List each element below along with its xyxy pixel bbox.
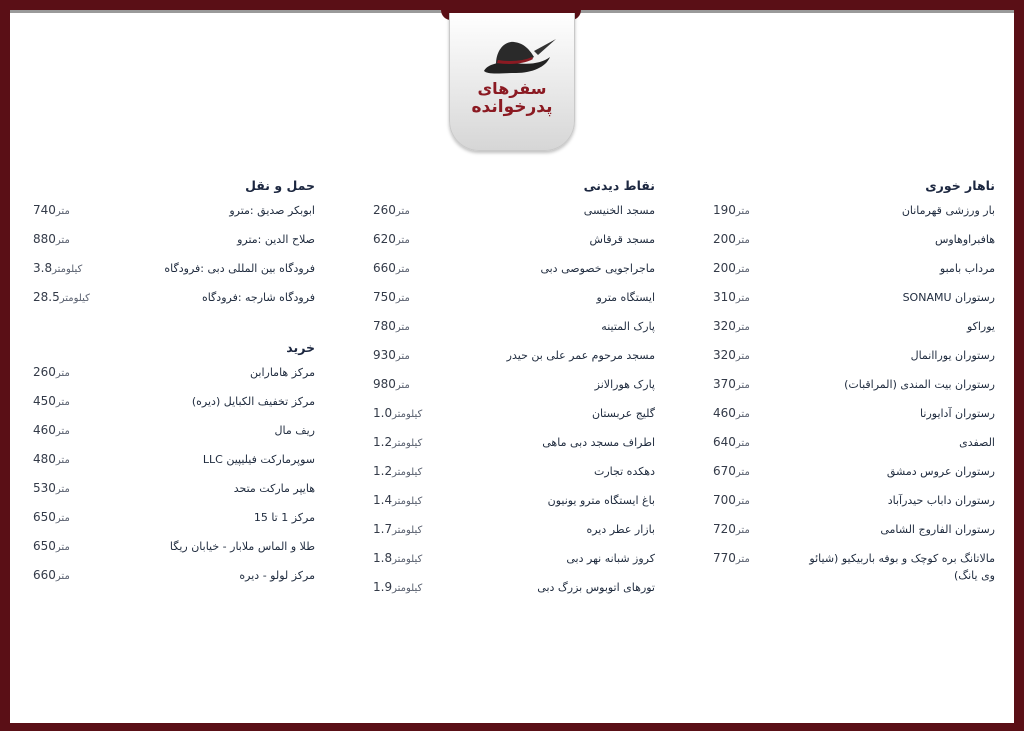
distance: 660: [33, 568, 56, 582]
distance: 1.9: [373, 580, 393, 594]
section-title: حمل و نقل: [245, 178, 315, 193]
distance: 320: [713, 348, 736, 362]
list-item: [29, 283, 315, 312]
place-name: مسجد مرحوم عمر علی بن حیدر: [506, 349, 655, 362]
distance: 640: [713, 435, 736, 449]
unit: متر: [735, 293, 750, 304]
list-item: [709, 457, 995, 486]
distance: 650: [33, 539, 56, 553]
transport-section: [29, 172, 315, 590]
place-name: فرودگاه بین المللی دبی :فرودگاه: [164, 262, 315, 275]
place-name: مرکز هامارابن: [250, 366, 315, 379]
section-title: نقاط دیدنی: [583, 178, 655, 193]
place-name: کروز شبانه نهر دبی: [566, 552, 655, 565]
list-item: [29, 474, 315, 503]
place-name: دهکده تجارت: [594, 465, 655, 478]
unit: کیلومتر: [52, 264, 83, 275]
section-title: ناهار خوری: [925, 178, 995, 193]
unit: کیلومتر: [59, 293, 90, 304]
list-item: [369, 399, 655, 428]
unit: متر: [395, 293, 410, 304]
place-name: هایپر مارکت متحد: [233, 482, 315, 495]
distance: 1.4: [373, 493, 393, 507]
list-item: [709, 370, 995, 399]
list-item: [29, 416, 315, 445]
list-item: [29, 225, 315, 254]
distance: 460: [713, 406, 736, 420]
logo: [449, 13, 575, 151]
distance: 1.2: [373, 464, 393, 478]
distance: 260: [373, 203, 396, 217]
place-name: رستوران آدایورنا: [920, 407, 995, 420]
distance: 1.7: [373, 522, 393, 536]
distance: 700: [713, 493, 736, 507]
list-item: [709, 254, 995, 283]
unit: متر: [55, 455, 70, 466]
place-name: رستوران عروس دمشق: [886, 465, 995, 478]
distance: 930: [373, 348, 396, 362]
distance: 980: [373, 377, 396, 391]
place-name: رستوران یوراانمال: [910, 349, 995, 362]
distance: 1.8: [373, 551, 393, 565]
list-item: [369, 370, 655, 399]
distance: 320: [713, 319, 736, 333]
unit: متر: [735, 409, 750, 420]
list-item: [29, 561, 315, 590]
unit: متر: [735, 322, 750, 333]
section-gap: [29, 312, 315, 334]
place-name: رستوران داباب حیدرآباد: [887, 494, 995, 507]
list-item: [709, 225, 995, 254]
list-item: [29, 445, 315, 474]
distance: 750: [373, 290, 396, 304]
unit: متر: [55, 426, 70, 437]
distance: 480: [33, 452, 56, 466]
unit: متر: [55, 542, 70, 553]
place-name: الصفدی: [959, 436, 995, 449]
distance: 1.2: [373, 435, 393, 449]
list-item: [709, 341, 995, 370]
unit: متر: [55, 484, 70, 495]
hat-icon: [474, 33, 558, 83]
place-name: یوراکو: [966, 320, 995, 333]
list-item: [369, 196, 655, 225]
place-name: طلا و الماس ملابار - خیابان ریگا: [169, 540, 315, 553]
list-item: [369, 312, 655, 341]
list-item: [29, 358, 315, 387]
distance: 770: [713, 551, 736, 565]
distance: 620: [373, 232, 396, 246]
unit: متر: [55, 513, 70, 524]
unit: متر: [735, 438, 750, 449]
distance: 260: [33, 365, 56, 379]
distance: 370: [713, 377, 736, 391]
distance: 190: [713, 203, 736, 217]
place-name: فرودگاه شارجه :فرودگاه: [201, 291, 315, 304]
place-name: مسجد قرقاش: [589, 233, 655, 246]
unit: متر: [735, 206, 750, 217]
list-item: [29, 503, 315, 532]
unit: متر: [55, 368, 70, 379]
place-name: باغ ایستگاه مترو یونیون: [547, 494, 655, 507]
place-name: رستوران الفاروج الشامی: [880, 523, 995, 536]
list-item: [369, 486, 655, 515]
unit: متر: [735, 351, 750, 362]
unit: کیلومتر: [392, 525, 423, 536]
distance: 1.0: [373, 406, 393, 420]
unit: متر: [395, 264, 410, 275]
distance: 310: [713, 290, 736, 304]
place-name: مسجد الخنیسی: [583, 204, 655, 217]
distance: 530: [33, 481, 56, 495]
list-item: [709, 544, 995, 586]
section-title: خرید: [286, 340, 315, 355]
distance: 200: [713, 261, 736, 275]
distance: 880: [33, 232, 56, 246]
place-name: سوپرمارکت فیلیپین LLC: [202, 453, 315, 466]
place-name: بازار عطر دیره: [586, 523, 655, 536]
list-item: [369, 428, 655, 457]
list-item: [709, 399, 995, 428]
place-name: بار ورزشی قهرمانان: [901, 204, 995, 217]
list-item: [709, 283, 995, 312]
distance: 740: [33, 203, 56, 217]
logo-line-1: سفرهای: [477, 79, 547, 98]
place-name: رستوران SONAMU: [902, 291, 995, 304]
list-item: [369, 225, 655, 254]
place-name: ریف مال: [274, 424, 315, 437]
place-name: گلیج عربستان: [591, 407, 655, 420]
list-item: [369, 254, 655, 283]
place-name: ابوبکر صدیق :مترو: [229, 204, 315, 217]
list-item: [709, 196, 995, 225]
unit: متر: [55, 571, 70, 582]
place-name: تورهای اتوبوس بزرگ دبی: [537, 581, 655, 594]
place-name: مرکز 1 تا 15: [253, 511, 315, 524]
dining-section: [709, 172, 995, 586]
place-name: ماجراجویی خصوصی دبی: [540, 262, 655, 275]
place-name: ایستگاه مترو: [596, 291, 655, 304]
distance: 450: [33, 394, 56, 408]
unit: متر: [735, 380, 750, 391]
unit: کیلومتر: [392, 554, 423, 565]
list-item: [29, 387, 315, 416]
list-item: [369, 457, 655, 486]
unit: متر: [735, 264, 750, 275]
unit: متر: [395, 351, 410, 362]
distance: 460: [33, 423, 56, 437]
unit: متر: [395, 235, 410, 246]
place-name: پارک المتینه: [601, 320, 655, 333]
list-item: [369, 283, 655, 312]
unit: متر: [55, 235, 70, 246]
list-item: [29, 254, 315, 283]
distance: 3.8: [33, 261, 53, 275]
unit: متر: [735, 554, 750, 565]
list-item: [709, 428, 995, 457]
place-name: صلاح الدین :مترو: [237, 233, 315, 246]
unit: متر: [395, 322, 410, 333]
unit: کیلومتر: [392, 583, 423, 594]
place-name: مرکز لولو - دیره: [239, 569, 315, 582]
distance: 720: [713, 522, 736, 536]
unit: متر: [395, 206, 410, 217]
distance: 650: [33, 510, 56, 524]
place-name: مرکز تخفیف الکبایل (دیره): [191, 395, 315, 408]
distance: 200: [713, 232, 736, 246]
logo-line-2: پدرخوانده: [471, 97, 553, 117]
list-item: [709, 312, 995, 341]
unit: متر: [55, 397, 70, 408]
list-item: [709, 486, 995, 515]
unit: کیلومتر: [392, 438, 423, 449]
unit: متر: [735, 235, 750, 246]
distance: 670: [713, 464, 736, 478]
distance: 780: [373, 319, 396, 333]
list-item: [29, 196, 315, 225]
place-name: هافبراوهاوس: [934, 233, 995, 246]
list-item: [369, 515, 655, 544]
place-name: مرداب بامبو: [939, 262, 995, 275]
unit: متر: [395, 380, 410, 391]
list-item: [29, 532, 315, 561]
unit: کیلومتر: [392, 496, 423, 507]
distance: 28.5: [33, 290, 60, 304]
unit: متر: [55, 206, 70, 217]
unit: متر: [735, 525, 750, 536]
list-item: [369, 341, 655, 370]
distance: 660: [373, 261, 396, 275]
sights-section: [369, 172, 655, 602]
place-name: اطراف مسجد دبی ماهی: [542, 436, 655, 449]
list-item: [709, 515, 995, 544]
place-name: رستوران بیت المندی (المراقبات): [844, 378, 995, 391]
list-item: [369, 573, 655, 602]
place-name: مالاتانگ بره کوچک و بوفه باربیکیو (شیائو وی یانگ): [809, 552, 995, 582]
unit: متر: [735, 496, 750, 507]
unit: کیلومتر: [392, 467, 423, 478]
place-name: پارک هورالانز: [594, 378, 655, 391]
list-item: [369, 544, 655, 573]
unit: کیلومتر: [392, 409, 423, 420]
unit: متر: [735, 467, 750, 478]
